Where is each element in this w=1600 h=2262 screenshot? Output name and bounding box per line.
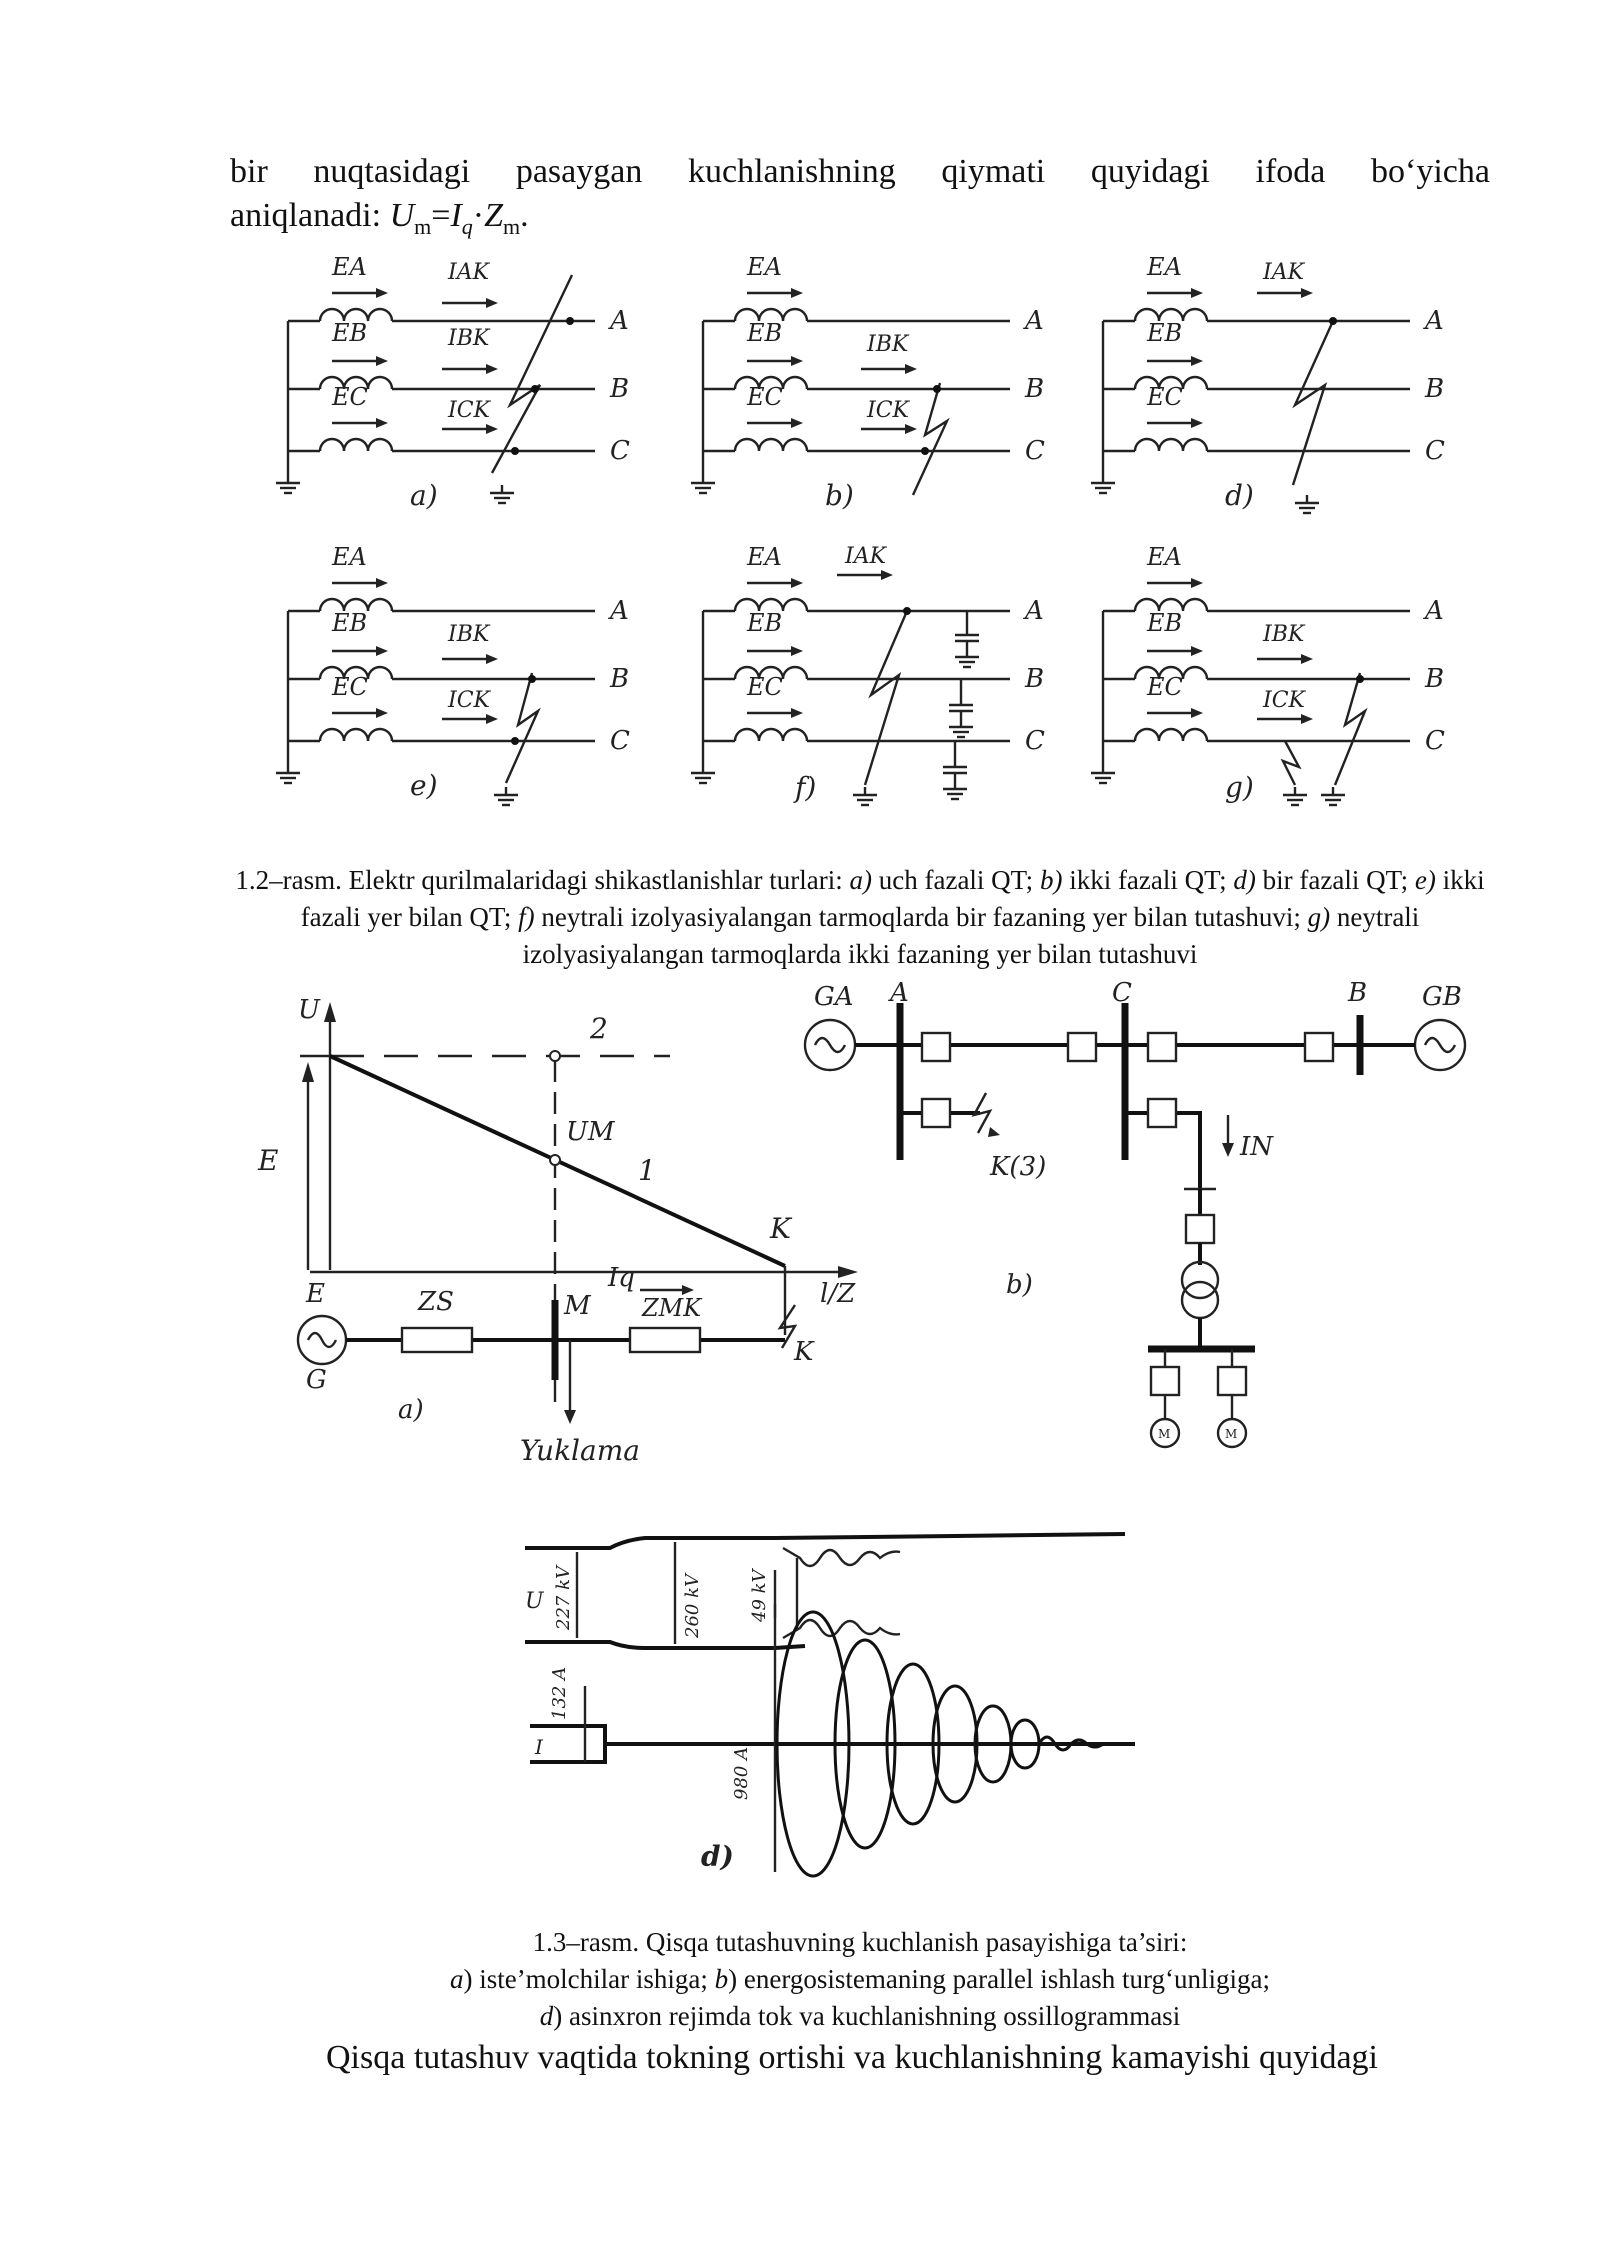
svg-text:227 kV: 227 kV bbox=[553, 1566, 574, 1630]
svg-text:B: B bbox=[610, 664, 630, 694]
svg-text:C: C bbox=[1425, 436, 1445, 466]
figure-1-2-caption: 1.2–rasm. Elektr qurilmalaridagi shikastlanishlar turlari: a) uch fazali QT; b) ikki fazali QT; d) bir fazali QT; e) ikki fazali yer bilan QT; f) neytrali izolyasiyalangan tarmoqlarda bir fazaning yer bilan tutashuvi; g) neytrali izolyasiyalangan tarmoqlarda ikki fazaning yer bilan tutashuvi bbox=[235, 865, 1485, 969]
svg-text:B: B bbox=[1025, 374, 1045, 404]
svg-text:A: A bbox=[1425, 596, 1444, 626]
panel-g-isolated-neutral-double bbox=[1091, 543, 1445, 805]
svg-text:ZMK: ZMK bbox=[642, 1294, 702, 1322]
svg-text:B: B bbox=[1425, 664, 1445, 694]
phase-c: C bbox=[610, 436, 630, 466]
svg-text:IBK: IBK bbox=[867, 332, 909, 357]
current-a: IAK bbox=[448, 260, 490, 285]
svg-text:C: C bbox=[1025, 436, 1045, 466]
body-last-line: Qisqa tutashuv vaqtida tokning ortishi va kuchlanishning kamayishi quyidagi bbox=[326, 2039, 1378, 2076]
svg-text:EA: EA bbox=[1147, 253, 1182, 281]
svg-text:IAK: IAK bbox=[845, 544, 887, 569]
svg-text:ICK: ICK bbox=[448, 688, 490, 713]
svg-text:IN: IN bbox=[1240, 1132, 1274, 1162]
svg-text:a): a) bbox=[398, 1395, 424, 1425]
svg-text:A: A bbox=[1425, 306, 1444, 336]
svg-text:EC: EC bbox=[332, 673, 368, 701]
svg-text:K: K bbox=[794, 1337, 814, 1367]
svg-text:EA: EA bbox=[747, 253, 782, 281]
svg-text:I: I bbox=[535, 1735, 543, 1759]
svg-text:EB: EB bbox=[747, 609, 783, 637]
svg-text:Iq: Iq bbox=[608, 1263, 635, 1293]
svg-text:b): b) bbox=[1006, 1270, 1033, 1300]
phase-b: B bbox=[610, 374, 630, 404]
svg-text:U: U bbox=[298, 995, 320, 1025]
svg-text:C: C bbox=[610, 726, 630, 756]
current-b: IBK bbox=[448, 326, 490, 351]
emf-b: EB bbox=[332, 319, 368, 347]
svg-text:E: E bbox=[258, 1144, 279, 1177]
svg-text:UM: UM bbox=[566, 1117, 615, 1147]
svg-text:ICK: ICK bbox=[1263, 688, 1305, 713]
svg-text:C: C bbox=[1425, 726, 1445, 756]
intro-line-2: aniqlanadi: $U_m=I_q\cdot Z_m$. bbox=[230, 197, 529, 239]
svg-text:IBK: IBK bbox=[448, 622, 490, 647]
svg-text:GB: GB bbox=[1422, 982, 1462, 1012]
figure-1-3b-power-system bbox=[800, 975, 1500, 1475]
svg-text:260 kV: 260 kV bbox=[682, 1574, 703, 1638]
panel-d-single-phase bbox=[1091, 253, 1445, 513]
phase-a: A bbox=[610, 306, 629, 336]
figure-1-3d-oscillogram bbox=[515, 1530, 1135, 1880]
panel-f-isolated-neutral-single bbox=[691, 543, 1045, 805]
svg-text:EA: EA bbox=[747, 543, 782, 571]
svg-text:1: 1 bbox=[638, 1154, 656, 1187]
panel-label-a: a) bbox=[410, 479, 438, 512]
svg-text:B: B bbox=[1425, 374, 1445, 404]
figure-1-3-caption: 1.3–rasm. Qisqa tutashuvning kuchlanish pasayishiga ta’siri: a) iste’molchilar ishiga; b) energosistemaning parallel ishlash turg‘unligiga; d) asinxron rejimda tok va kuchlanishning ossillogrammasi bbox=[449, 1927, 1271, 2031]
svg-text:U: U bbox=[525, 1589, 544, 1614]
svg-text:Yuklama: Yuklama bbox=[520, 1434, 640, 1467]
figure-1-2 bbox=[270, 245, 1500, 815]
panel-label-b: b) bbox=[825, 479, 854, 512]
svg-text:EB: EB bbox=[747, 319, 783, 347]
svg-text:E: E bbox=[306, 1279, 325, 1309]
svg-text:EC: EC bbox=[747, 673, 783, 701]
svg-text:B: B bbox=[1348, 978, 1368, 1008]
svg-text:EC: EC bbox=[747, 383, 783, 411]
figure-1-3a-voltage-profile bbox=[250, 990, 870, 1480]
panel-label-d: d) bbox=[1225, 479, 1254, 512]
svg-text:ZS: ZS bbox=[418, 1287, 454, 1317]
svg-text:EA: EA bbox=[1147, 543, 1182, 571]
svg-text:d): d) bbox=[701, 1840, 734, 1873]
svg-text:K: K bbox=[770, 1212, 791, 1245]
panel-b-two-phase bbox=[691, 253, 1045, 512]
current-c: ICK bbox=[448, 398, 490, 423]
svg-text:K(3): K(3) bbox=[990, 1152, 1047, 1182]
panel-e-two-phase-ground bbox=[276, 543, 630, 805]
svg-text:A: A bbox=[890, 978, 909, 1008]
panel-label-e: e) bbox=[410, 769, 438, 802]
svg-text:EB: EB bbox=[1147, 609, 1183, 637]
svg-text:l/Z: l/Z bbox=[820, 1279, 856, 1309]
svg-text:C: C bbox=[1112, 978, 1132, 1008]
emf-a: EA bbox=[332, 253, 367, 281]
svg-text:A: A bbox=[610, 596, 629, 626]
svg-text:A: A bbox=[1025, 596, 1044, 626]
svg-text:IAK: IAK bbox=[1263, 260, 1305, 285]
svg-text:B: B bbox=[1025, 664, 1045, 694]
svg-text:EC: EC bbox=[1147, 383, 1183, 411]
panel-label-f: f) bbox=[795, 771, 817, 804]
svg-text:A: A bbox=[1025, 306, 1044, 336]
svg-text:980 A: 980 A bbox=[731, 1746, 752, 1800]
intro-line-1: bir nuqtasidagi pasaygan kuchlanishning qiymati quyidagi ifoda bo‘yicha bbox=[230, 153, 1490, 190]
panel-a-three-phase bbox=[276, 253, 630, 512]
svg-text:M: M bbox=[1158, 1427, 1171, 1441]
panel-label-g: g) bbox=[1225, 771, 1254, 804]
svg-text:IBK: IBK bbox=[1263, 622, 1305, 647]
emf-c: EC bbox=[332, 383, 368, 411]
svg-text:EB: EB bbox=[332, 609, 368, 637]
svg-text:ICK: ICK bbox=[867, 398, 909, 423]
intro-paragraph bbox=[230, 150, 1490, 249]
svg-text:M: M bbox=[564, 1291, 591, 1321]
svg-text:EC: EC bbox=[1147, 673, 1183, 701]
svg-text:EA: EA bbox=[332, 543, 367, 571]
svg-text:M: M bbox=[1225, 1427, 1238, 1441]
svg-text:132 A: 132 A bbox=[549, 1666, 570, 1720]
svg-text:2: 2 bbox=[590, 1012, 608, 1045]
svg-text:C: C bbox=[1025, 726, 1045, 756]
svg-text:G: G bbox=[306, 1365, 327, 1395]
svg-text:EB: EB bbox=[1147, 319, 1183, 347]
svg-text:49 kV: 49 kV bbox=[749, 1569, 770, 1622]
svg-text:GA: GA bbox=[814, 982, 854, 1012]
